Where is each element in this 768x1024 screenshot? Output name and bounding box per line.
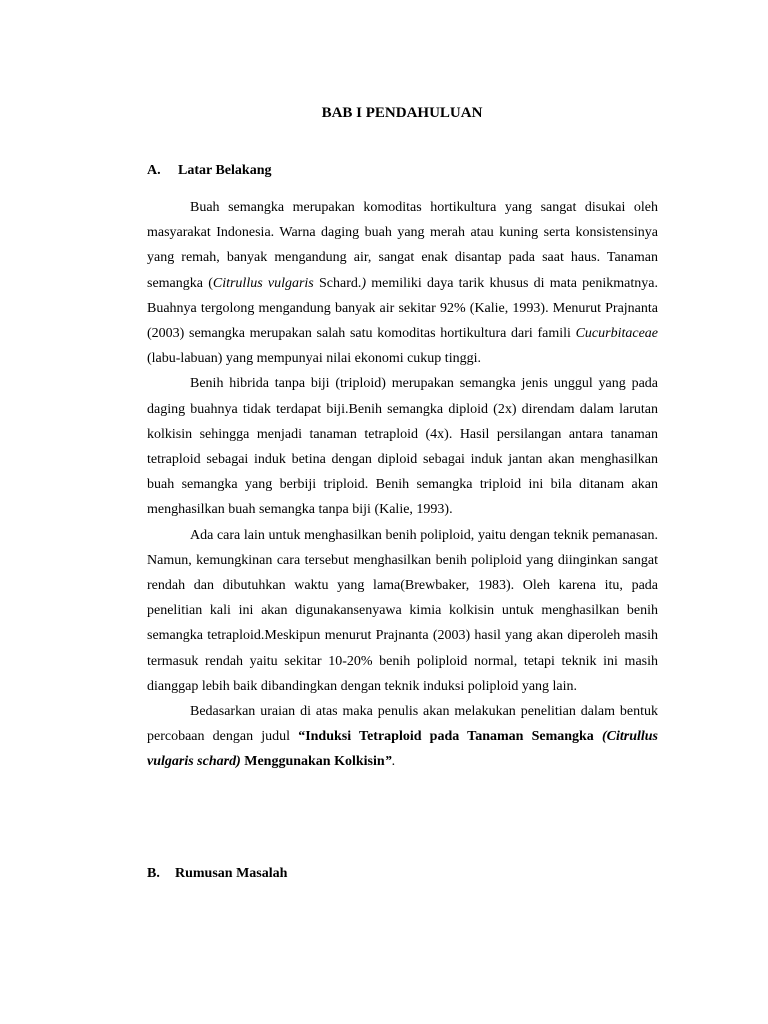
paragraph-4-period: . bbox=[391, 754, 396, 770]
section-letter-a: A. bbox=[147, 163, 161, 178]
section-label-b: Rumusan Masalah bbox=[175, 866, 288, 881]
section-letter-b: B. bbox=[147, 866, 160, 881]
family-name: Cucurbitaceae bbox=[575, 326, 658, 342]
scientific-name: Citrullus vulgaris bbox=[212, 275, 314, 291]
section-label-a: Latar Belakang bbox=[178, 163, 272, 178]
paragraph-1-text-7: (labu-labuan) yang mempunyai nilai ekonomi cukup tinggi. bbox=[147, 351, 481, 367]
section-heading-a bbox=[147, 161, 271, 181]
paragraph-1-text-1: Buah semangka merupakan komoditas hortikultura yang sangat disukai oleh masyarakat Indonesia. Warna daging buah yang merah atau kuning serta konsistensinya yang remah, banyak mengandung air, sangat enak disantap pada saat haus. Tanaman semangka ( bbox=[147, 200, 658, 291]
paragraph-3: Ada cara lain untuk menghasilkan benih poliploid, yaitu dengan teknik pemanasan. Namun, kemungkinan cara tersebut menghasilkan benih poliploid yang diinginkan sangat rendah dan dibutuhkan waktu yang lama(Brewbaker, 1983). Oleh karena itu, pada penelitian kali ini akan digunakansenyawa kimia kolkisin untuk menghasilkan benih semangka tetraploid.Meskipun menurut Prajnanta (2003) hasil yang akan diperoleh masih termasuk rendah yaitu sekitar 10-20% benih poliploid normal, tetapi teknik ini masih dianggap lebih baik dibandingkan dengan teknik induksi poliploid yang lain. bbox=[147, 527, 658, 694]
research-title-close-quote: ” bbox=[384, 754, 392, 770]
paragraph-1-text-3: Schard. bbox=[313, 275, 362, 291]
paragraph-1 bbox=[147, 195, 658, 371]
paragraph-4-text-1: Bedasarkan uraian di atas maka penulis akan melakukan penelitian dalam bentuk percobaan dengan judul bbox=[147, 704, 658, 745]
paragraph-4 bbox=[147, 699, 658, 775]
body-text bbox=[147, 195, 658, 775]
paragraph-1-paren: ) bbox=[361, 275, 367, 291]
paragraph-2: Benih hibrida tanpa biji (triploid) merupakan semangka jenis unggul yang pada daging buahnya tidak terdapat biji.Benih semangka diploid (2x) direndam dalam larutan kolkisin sehingga menjadi tanaman tetraploid (4x). Hasil persilangan antara tanaman tetraploid sebagai induk betina dengan diploid sebagai induk jantan akan menghasilkan buah semangka yang berbiji triploid. Benih semangka triploid ini bila ditanam akan menghasilkan buah semangka tanpa biji (Kalie, 1993). bbox=[147, 376, 658, 518]
research-title-scientific-name: (Citrullus vulgaris schard) bbox=[147, 729, 658, 770]
paragraph-1-text-5: memiliki daya tarik khusus di mata penikmatnya. Buahnya tergolong mengandung banyak air sekitar 92% (Kalie, 1993). Menurut Prajnanta (2003) semangka merupakan salah satu komoditas hortikultura dari famili bbox=[147, 275, 658, 342]
section-heading-b bbox=[147, 864, 287, 884]
research-title-part-1: “Induksi Tetraploid pada Tanaman Semangka bbox=[298, 729, 602, 745]
chapter-title: BAB I PENDAHULUAN bbox=[321, 105, 483, 121]
research-title-part-2: Menggunakan Kolkisin bbox=[240, 754, 385, 770]
